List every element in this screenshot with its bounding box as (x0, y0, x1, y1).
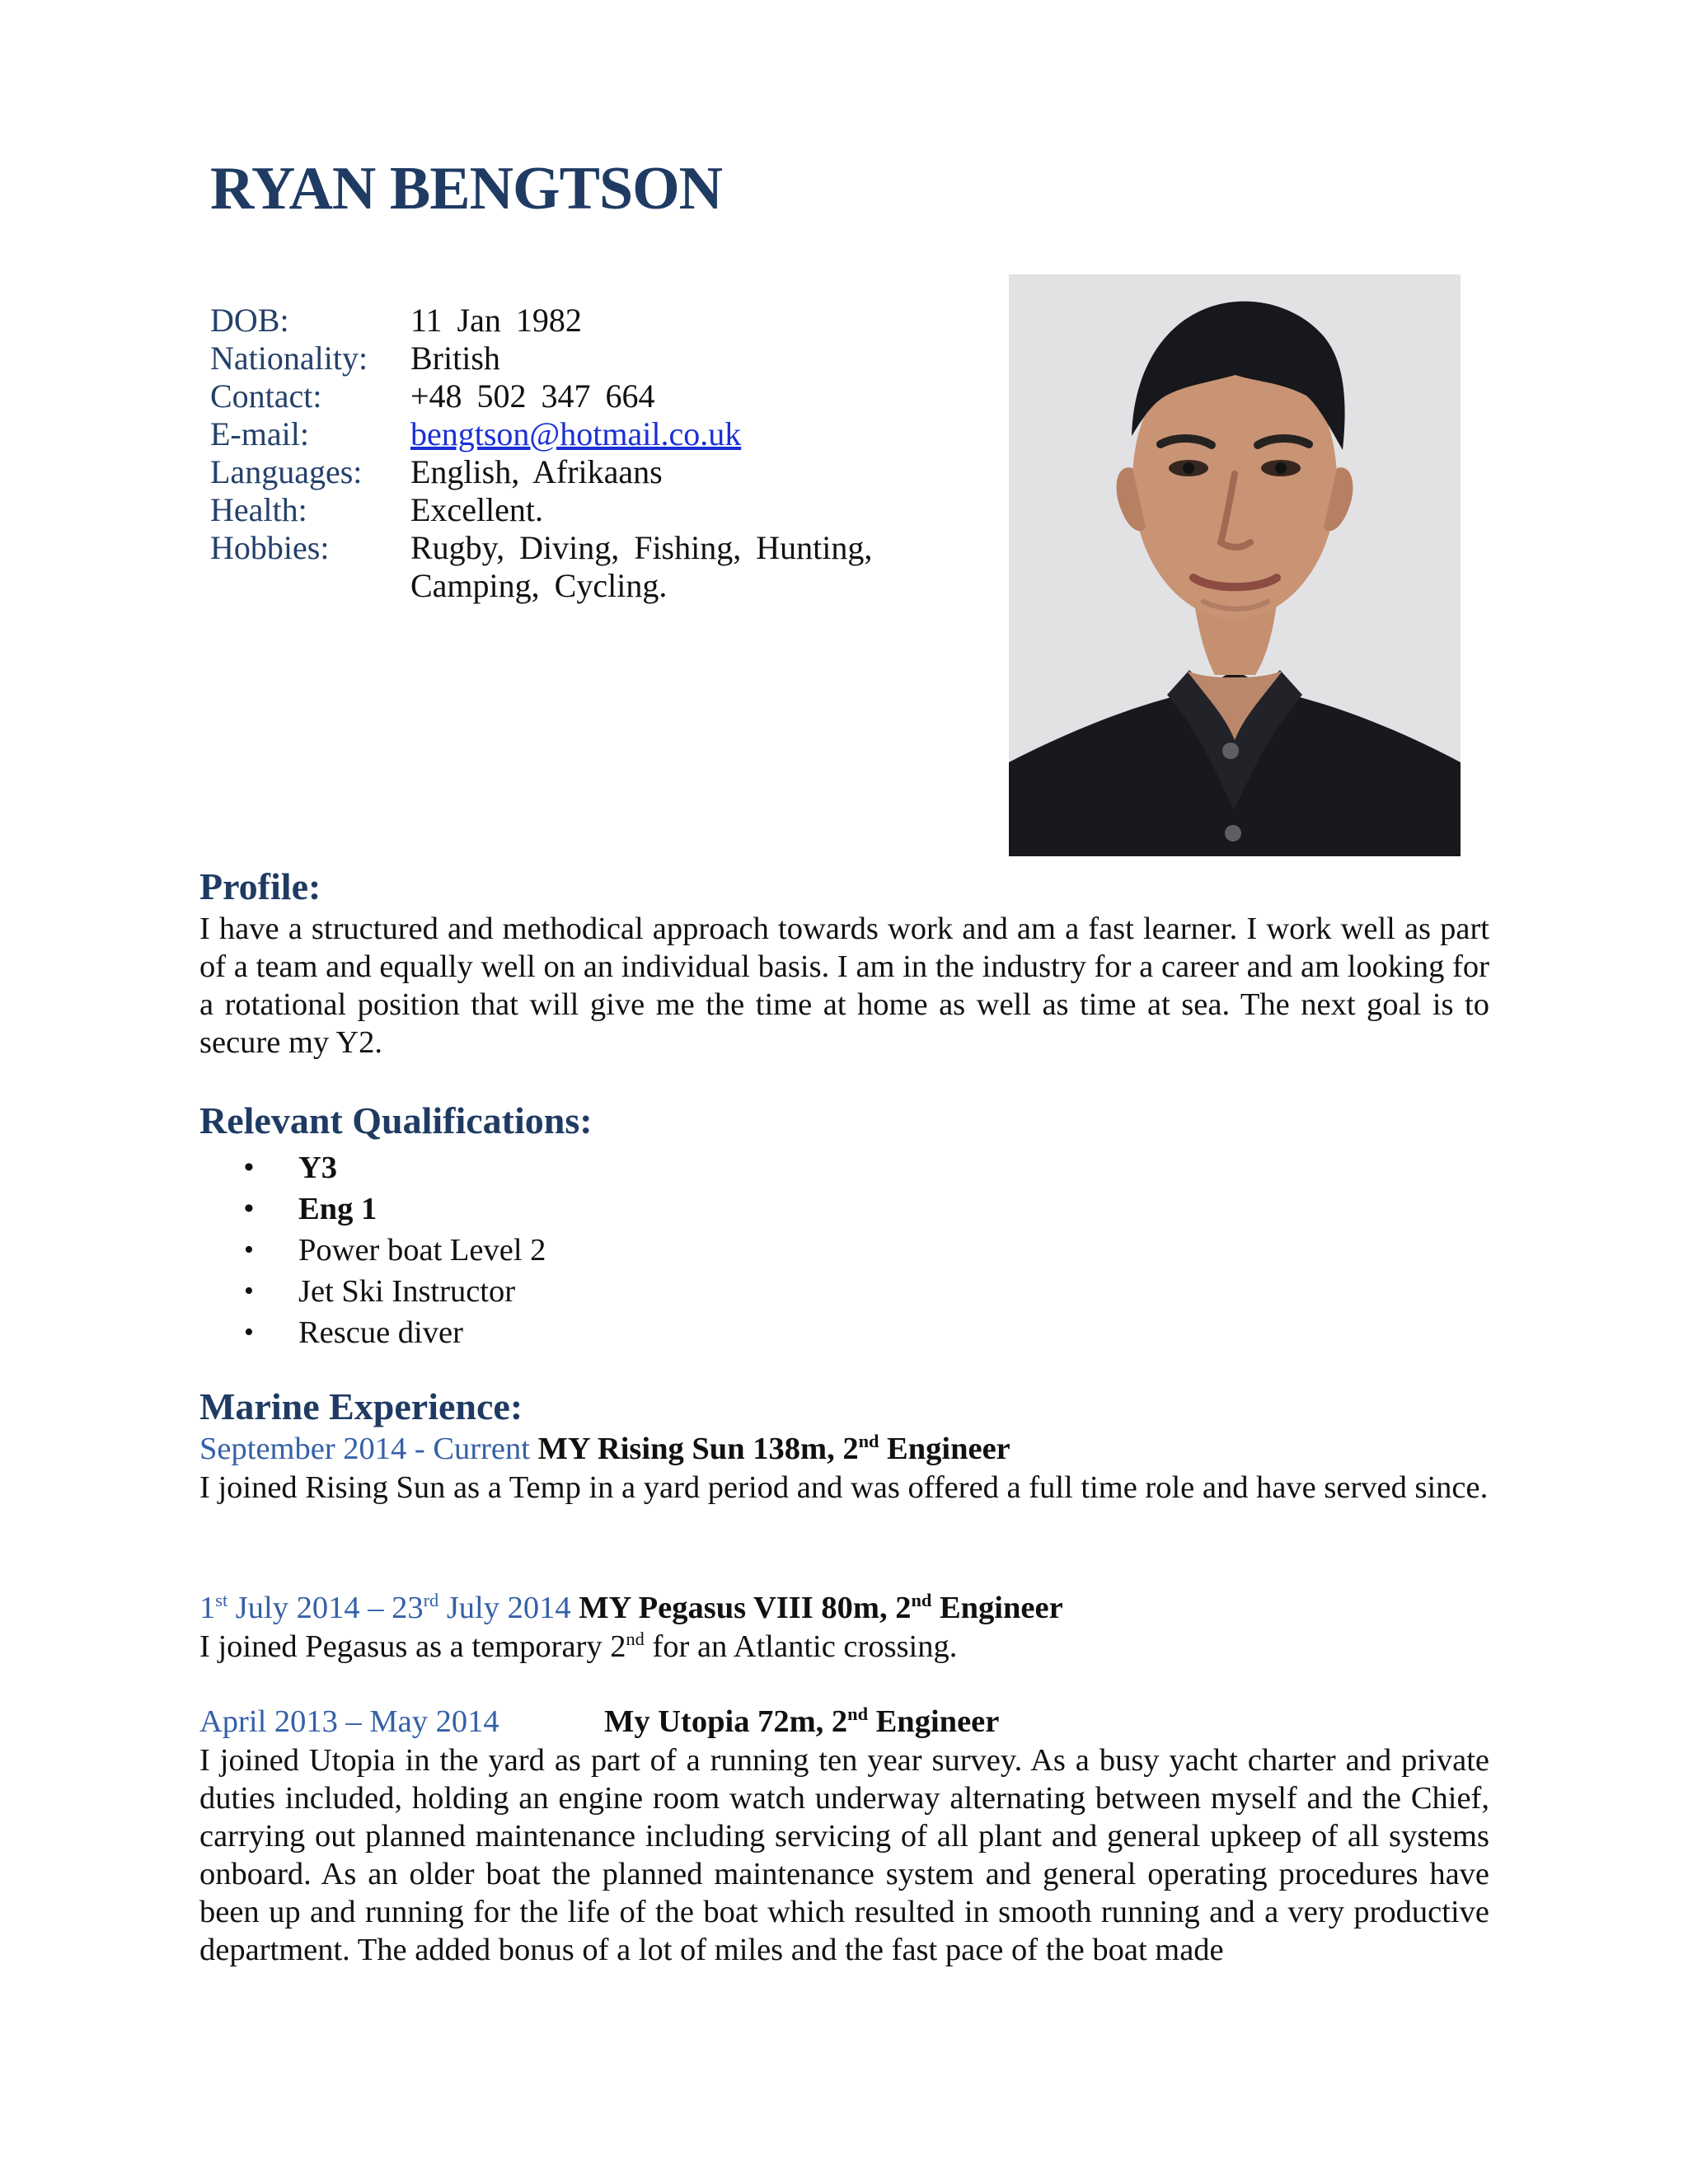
job-header-utopia-date (199, 1703, 499, 1741)
dob-row (210, 302, 903, 340)
job-title: MY Rising Sun 138m, 2nd Engineer (537, 1431, 1010, 1466)
hobbies-value (410, 529, 872, 605)
job-date: 1st July 2014 – 23rd July 2014 (199, 1590, 571, 1625)
hobbies-label: Hobbies: (210, 529, 330, 566)
job-title: MY Pegasus VIII 80m, 2nd Engineer (570, 1590, 1063, 1625)
qualifications-heading: Relevant Qualifications: (199, 1099, 593, 1141)
job-title-utopia: My Utopia 72m, 2nd Engineer (604, 1704, 1000, 1739)
health-value: Excellent. (410, 491, 544, 528)
hobbies-line-2: Camping, Cycling. (410, 567, 668, 604)
job-date: September 2014 - Current (199, 1432, 530, 1466)
portrait-photo (1009, 274, 1461, 856)
languages-row (210, 453, 903, 491)
qualification-item: • Eng 1 (244, 1188, 546, 1230)
hobbies-line-1: Rugby, Diving, Fishing, Hunting, (410, 529, 873, 566)
languages-value: English, Afrikaans (410, 453, 663, 490)
qualification-item: • Jet Ski Instructor (244, 1271, 546, 1312)
health-label: Health: (210, 491, 307, 528)
job-description-pegasus: I joined Pegasus as a temporary 2nd for an Atlantic crossing. (199, 1629, 958, 1664)
profile-text: I have a structured and methodical approach towards work and am a fast learner. I work well as part of a team and equally well on an individual basis. I am in the industry for a career and am looking for a rotational position that will give me the time at home as well as time at sea. The next goal is to secure my Y2. (199, 912, 1489, 1060)
job-header-rising-sun (199, 1430, 1010, 1468)
candidate-name: RYAN BENGTSON (210, 155, 723, 223)
job-header-pegasus (199, 1589, 1063, 1627)
job-description-utopia: I joined Utopia in the yard as part of a running ten year survey. As a busy yacht charter and private duties included, holding an engine room watch underway alternating between myself and the Chief, carrying out planned maintenance including servicing of all plant and general upkeep of all systems onboard. As an older boat the planned maintenance system and general operating procedures have been up and running for the life of the boat which resulted in smooth running and a very productive department. The added bonus of a lot of miles and the fast pace of the boat made (199, 1743, 1489, 1967)
qualification-item: • Y3 (244, 1147, 546, 1188)
hobbies-row (210, 529, 903, 605)
contact-label: Contact: (210, 377, 322, 415)
qualification-item: • Rescue diver (244, 1312, 546, 1353)
job-date: April 2013 – May 2014 (199, 1704, 499, 1739)
contact-row (210, 377, 903, 415)
nationality-row (210, 340, 903, 377)
profile-photo (1009, 274, 1461, 856)
nationality-value: British (410, 340, 500, 377)
email-link[interactable]: bengtson@hotmail.co.uk (410, 415, 742, 452)
nationality-label: Nationality: (210, 340, 368, 377)
languages-label: Languages: (210, 453, 363, 490)
profile-heading: Profile: (199, 865, 321, 907)
dob-value: 11 Jan 1982 (410, 302, 582, 339)
health-row (210, 491, 903, 529)
marine-experience-heading: Marine Experience: (199, 1385, 523, 1427)
personal-info-table (210, 302, 903, 605)
qualification-item: • Power boat Level 2 (244, 1230, 546, 1271)
qualifications-list (244, 1147, 546, 1353)
dob-label: DOB: (210, 302, 289, 339)
job-description-rising-sun: I joined Rising Sun as a Temp in a yard period and was offered a full time role and have served since. (199, 1470, 1489, 1505)
email-label: E-mail: (210, 415, 309, 452)
contact-value: +48 502 347 664 (410, 377, 655, 415)
email-row (210, 415, 903, 453)
